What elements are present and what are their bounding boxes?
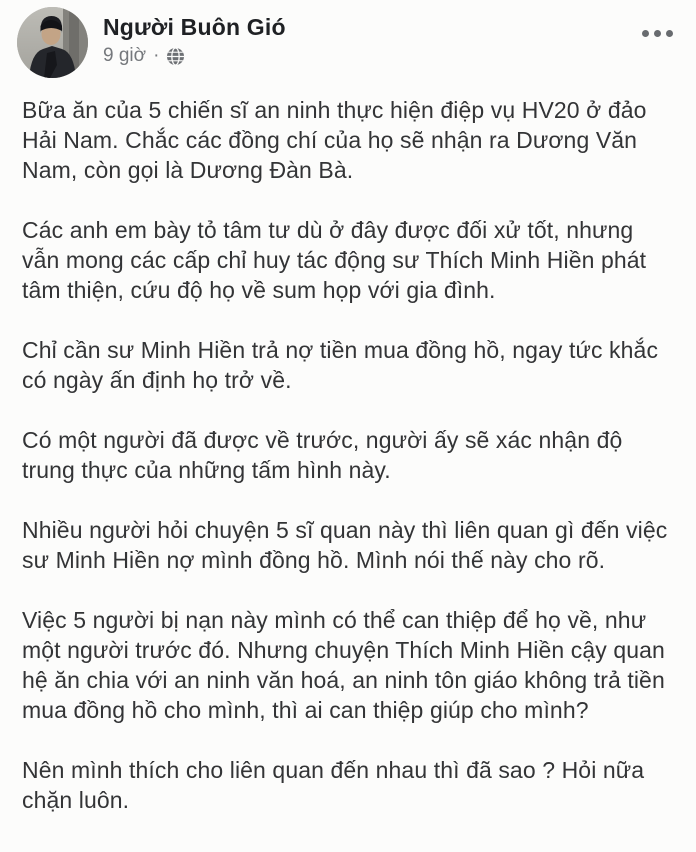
header-text — [103, 7, 286, 67]
post-paragraph: Nhiều người hỏi chuyện 5 sĩ quan này thì liên quan gì đến việc sư Minh Hiền nợ mình đồng hồ. Mình nói thế này cho rõ. — [22, 517, 668, 573]
post-paragraph: Nên mình thích cho liên quan đến nhau thì đã sao ? Hỏi nữa chặn luôn. — [22, 757, 645, 813]
ellipsis-dot — [666, 30, 673, 37]
post-paragraph: Bữa ăn của 5 chiến sĩ an ninh thực hiện điệp vụ HV20 ở đảo Hải Nam. Chắc các đồng chí của họ sẽ nhận ra Dương Văn Nam, còn gọi là Dương Đàn Bà. — [22, 97, 647, 183]
post-paragraph: Việc 5 người bị nạn này mình có thể can thiệp để họ về, như một người trước đó. Nhưng chuyện Thích Minh Hiền cậy quan hệ ăn chia với an ninh văn hoá, an ninh tôn giáo không trả tiền mua đồng hồ cho mình, thì ai can thiệp giúp cho mình? — [22, 607, 665, 723]
post-paragraph: Chỉ cần sư Minh Hiền trả nợ tiền mua đồng hồ, ngay tức khắc có ngày ấn định họ trở về. — [22, 337, 659, 393]
author-name[interactable]: Người Buôn Gió — [103, 14, 286, 40]
avatar-photo-silhouette — [17, 7, 88, 78]
post-header — [0, 0, 696, 78]
post-meta — [103, 45, 286, 67]
ellipsis-dot — [642, 30, 649, 37]
meta-separator: · — [153, 45, 160, 66]
post-paragraph: Có một người đã được về trước, người ấy sẽ xác nhận độ trung thực của những tấm hình này. — [22, 427, 623, 483]
post-options-button[interactable] — [640, 26, 675, 41]
post-content — [0, 78, 696, 815]
ellipsis-dot — [654, 30, 661, 37]
globe-icon — [166, 47, 185, 66]
avatar[interactable] — [17, 7, 88, 78]
timestamp[interactable]: 9 giờ — [103, 45, 147, 66]
post-paragraph: Các anh em bày tỏ tâm tư dù ở đây được đối xử tốt, nhưng vẫn mong các cấp chỉ huy tác động sư Thích Minh Hiền phát tâm thiện, cứu độ họ về sum họp với gia đình. — [22, 217, 647, 303]
